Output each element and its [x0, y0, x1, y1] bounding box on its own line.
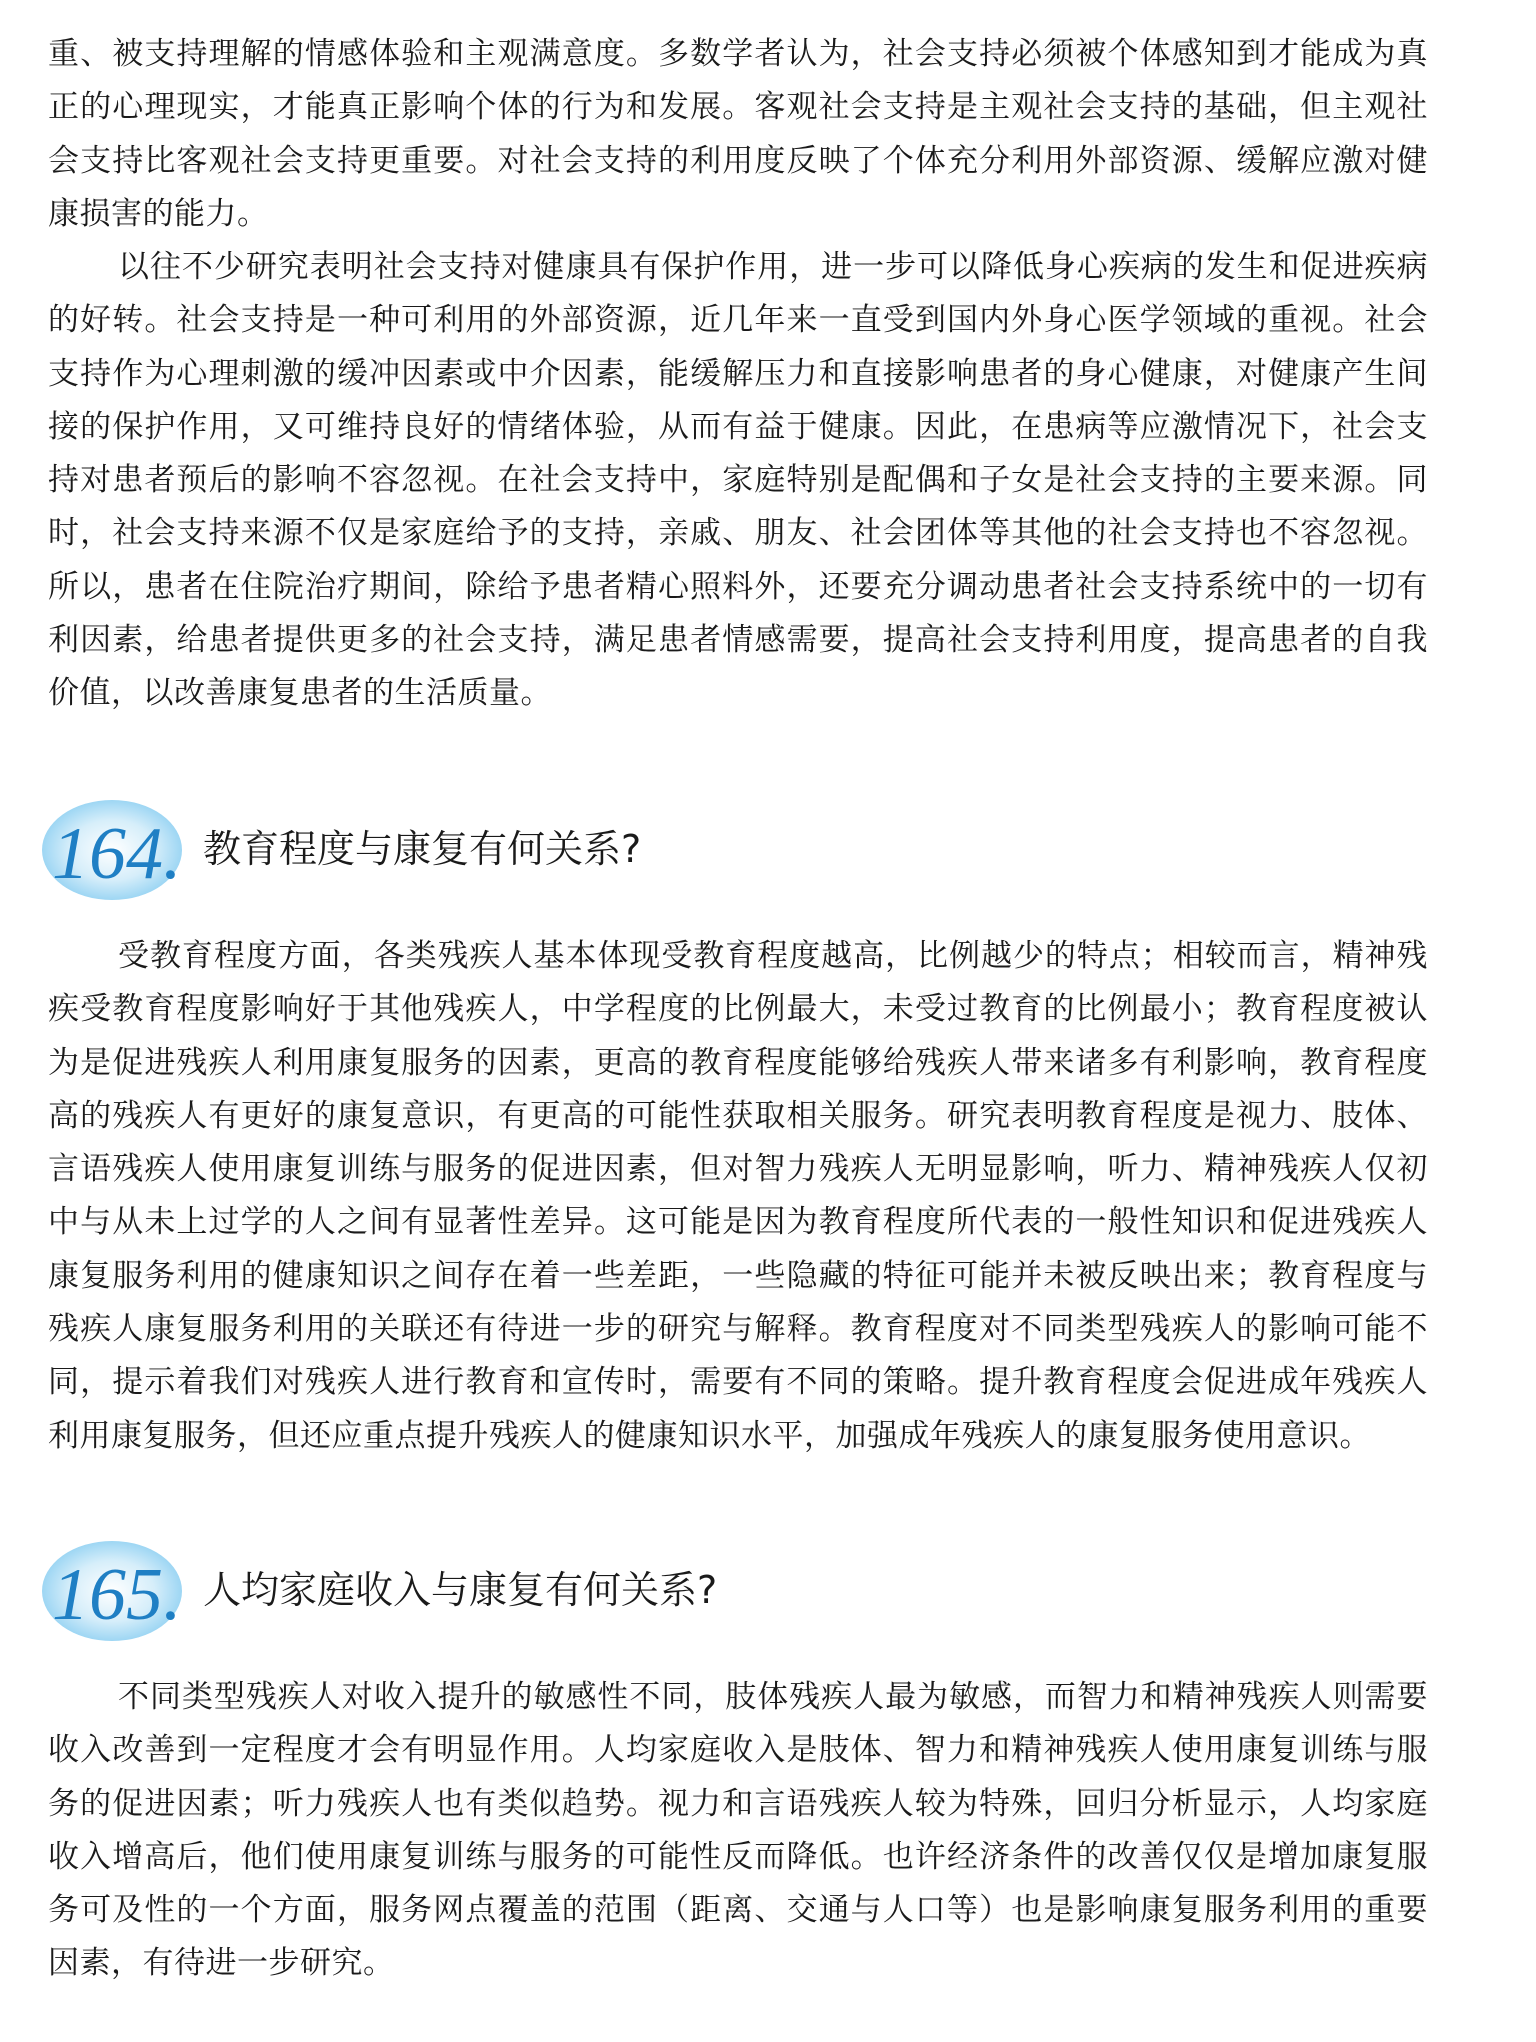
paragraph-education-rehabilitation: 受教育程度方面，各类残疾人基本体现受教育程度越高，比例越少的特点；相较而言，精神残疾受教育程度影响好于其他残疾人，中学程度的比例最大，未受过教育的比例最小；教育程度被认为是促进残疾人利用康复服务的因素，更高的教育程度能够给残疾人带来诸多有利影响，教育程度高的残疾人有更好的康复意识，有更高的可能性获取相关服务。研究表明教育程度是视力、肢体、言语残疾人使用康复训练与服务的促进因素，但对智力残疾人无明显影响，听力、精神残疾人仅初中与从未上过学的人之间有显著性差异。这可能是因为教育程度所代表的一般性知识和促进残疾人康复服务利用的健康知识之间存在着一些差距，一些隐藏的特征可能并未被反映出来；教育程度与残疾人康复服务利用的关联还有待进一步的研究与解释。教育程度对不同类型残疾人的影响可能不同，提示着我们对残疾人进行教育和宣传时，需要有不同的策略。提升教育程度会促进成年残疾人利用康复服务，但还应重点提升残疾人的健康知识水平，加强成年残疾人的康复服务使用意识。 [48, 938, 1428, 1454]
paragraph-social-support-perception: 重、被支持理解的情感体验和主观满意度。多数学者认为，社会支持必须被个体感知到才能成为真正的心理现实，才能真正影响个体的行为和发展。客观社会支持是主观社会支持的基础，但主观社会支持比客观社会支持更重要。对社会支持的利用度反映了个体充分利用外部资源、缓解应激对健康损害的能力。 [48, 36, 1428, 232]
section-number: 164. [52, 813, 182, 895]
section-number-badge-icon [40, 792, 190, 907]
section-title: 教育程度与康复有何关系? [203, 827, 642, 871]
section-heading-165 [40, 1533, 940, 1653]
section-number-badge-icon [40, 1533, 190, 1648]
section-title: 人均家庭收入与康复有何关系? [203, 1568, 718, 1612]
section-number: 165. [52, 1554, 182, 1636]
paragraph-social-support-health: 以往不少研究表明社会支持对健康具有保护作用，进一步可以降低身心疾病的发生和促进疾病的好转。社会支持是一种可利用的外部资源，近几年来一直受到国内外身心医学领域的重视。社会支持作为心理刺激的缓冲因素或中介因素，能缓解压力和直接影响患者的身心健康，对健康产生间接的保护作用，又可维持良好的情绪体验，从而有益于健康。因此，在患病等应激情况下，社会支持对患者预后的影响不容忽视。在社会支持中，家庭特别是配偶和子女是社会支持的主要来源。同时，社会支持来源不仅是家庭给予的支持，亲戚、朋友、社会团体等其他的社会支持也不容忽视。所以，患者在住院治疗期间，除给予患者精心照料外，还要充分调动患者社会支持系统中的一切有利因素，给患者提供更多的社会支持，满足患者情感需要，提高社会支持利用度，提高患者的自我价值，以改善康复患者的生活质量。 [48, 249, 1428, 712]
paragraph-income-rehabilitation: 不同类型残疾人对收入提升的敏感性不同，肢体残疾人最为敏感，而智力和精神残疾人则需要收入改善到一定程度才会有明显作用。人均家庭收入是肢体、智力和精神残疾人使用康复训练与服务的促进因素；听力残疾人也有类似趋势。视力和言语残疾人较为特殊，回归分析显示，人均家庭收入增高后，他们使用康复训练与服务的可能性反而降低。也许经济条件的改善仅仅是增加康复服务可及性的一个方面，服务网点覆盖的范围（距离、交通与人口等）也是影响康复服务利用的重要因素，有待进一步研究。 [48, 1679, 1428, 1982]
section-heading-164 [40, 792, 940, 912]
